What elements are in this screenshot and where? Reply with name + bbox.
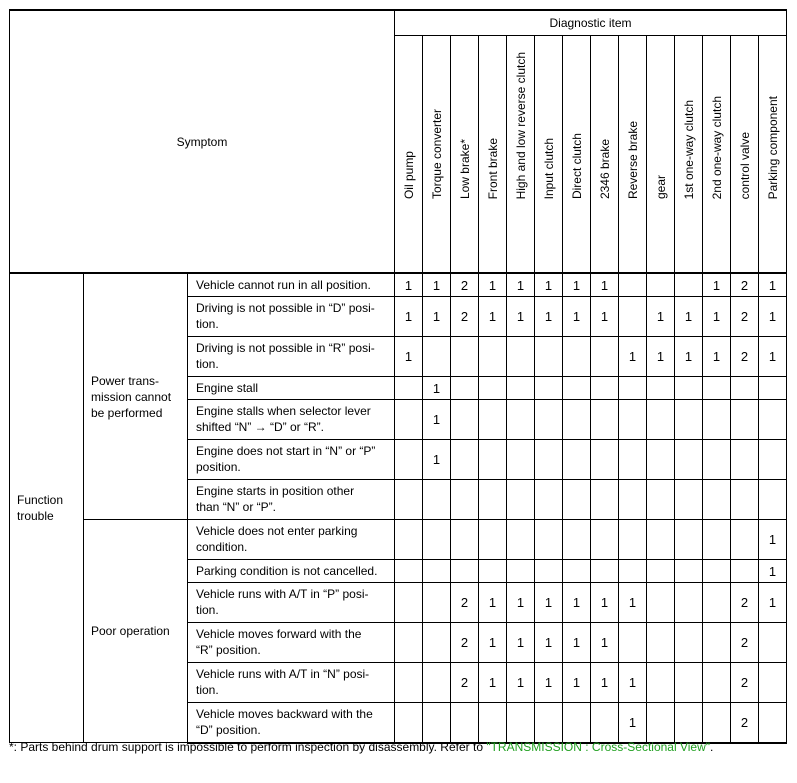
value-cell: [759, 440, 787, 480]
value-cell: [731, 480, 759, 520]
value-cell: [675, 583, 703, 623]
column-header-label: 1st one-way clutch: [681, 99, 696, 199]
value-cell: [647, 377, 675, 400]
value-cell: 1: [759, 337, 787, 377]
value-cell: 1: [591, 663, 619, 703]
value-cell: [591, 480, 619, 520]
value-cell: [563, 337, 591, 377]
value-cell: 1: [423, 440, 451, 480]
value-cell: 2: [451, 663, 479, 703]
value-cell: [703, 583, 731, 623]
value-cell: [395, 440, 423, 480]
value-cell: 1: [535, 273, 563, 297]
value-cell: 1: [563, 623, 591, 663]
group-cell: Power trans- mission cannot be performed: [84, 273, 188, 520]
value-cell: 1: [563, 297, 591, 337]
symptom-cell: Parking condition is not cancelled.: [188, 560, 395, 583]
value-cell: [703, 377, 731, 400]
value-cell: [395, 400, 423, 440]
value-cell: [675, 703, 703, 743]
column-header-label: 2nd one-way clutch: [709, 95, 724, 199]
value-cell: [675, 440, 703, 480]
value-cell: [451, 703, 479, 743]
value-cell: [703, 623, 731, 663]
value-cell: 1: [423, 297, 451, 337]
column-header: [563, 36, 591, 274]
value-cell: 1: [479, 297, 507, 337]
cross-sectional-view-link[interactable]: "TRANSMISSION : Cross-Sectional View": [486, 740, 711, 754]
footnote-end: .: [710, 740, 714, 754]
value-cell: 1: [647, 337, 675, 377]
value-cell: 1: [507, 623, 535, 663]
value-cell: 1: [591, 623, 619, 663]
column-header: [395, 36, 423, 274]
value-cell: [451, 560, 479, 583]
value-cell: [731, 400, 759, 440]
value-cell: [703, 400, 731, 440]
value-cell: 1: [759, 583, 787, 623]
value-cell: [423, 663, 451, 703]
symptom-cell: Engine stalls when selector lever shifted “N” → “D” or “R”.: [188, 400, 395, 440]
value-cell: [451, 440, 479, 480]
value-cell: 1: [563, 583, 591, 623]
symptom-cell: Driving is not possible in “D” posi- tion.: [188, 297, 395, 337]
column-header-label: Torque converter: [429, 108, 444, 199]
value-cell: [395, 663, 423, 703]
value-cell: [507, 703, 535, 743]
value-cell: [451, 400, 479, 440]
column-header-label: Low brake*: [457, 138, 472, 199]
value-cell: [507, 520, 535, 560]
value-cell: [591, 337, 619, 377]
value-cell: [759, 663, 787, 703]
value-cell: [675, 520, 703, 560]
value-cell: 1: [507, 583, 535, 623]
value-cell: [675, 273, 703, 297]
value-cell: [451, 377, 479, 400]
value-cell: [535, 520, 563, 560]
value-cell: 2: [451, 297, 479, 337]
value-cell: 1: [591, 273, 619, 297]
value-cell: [479, 703, 507, 743]
value-cell: [563, 400, 591, 440]
value-cell: 1: [535, 583, 563, 623]
value-cell: [703, 703, 731, 743]
symptom-cell: Engine stall: [188, 377, 395, 400]
value-cell: [535, 703, 563, 743]
value-cell: [479, 377, 507, 400]
value-cell: [423, 583, 451, 623]
column-header-label: gear: [653, 174, 668, 199]
value-cell: [395, 703, 423, 743]
value-cell: [395, 377, 423, 400]
value-cell: 2: [731, 583, 759, 623]
value-cell: [591, 703, 619, 743]
value-cell: 2: [731, 663, 759, 703]
value-cell: [423, 623, 451, 663]
value-cell: 1: [479, 663, 507, 703]
column-header: [703, 36, 731, 274]
value-cell: 1: [759, 520, 787, 560]
value-cell: [451, 337, 479, 377]
value-cell: [731, 560, 759, 583]
value-cell: [675, 623, 703, 663]
value-cell: 1: [423, 377, 451, 400]
value-cell: [675, 560, 703, 583]
value-cell: [647, 623, 675, 663]
value-cell: [619, 440, 647, 480]
value-cell: [647, 440, 675, 480]
value-cell: [619, 273, 647, 297]
value-cell: 2: [451, 583, 479, 623]
value-cell: [759, 703, 787, 743]
value-cell: 1: [703, 297, 731, 337]
symptom-header: Symptom: [10, 10, 395, 273]
value-cell: [647, 480, 675, 520]
value-cell: 1: [703, 337, 731, 377]
value-cell: [619, 623, 647, 663]
value-cell: 1: [619, 337, 647, 377]
diagnostic-item-header: Diagnostic item: [395, 10, 787, 36]
symptom-cell: Vehicle runs with A/T in “N” posi- tion.: [188, 663, 395, 703]
value-cell: 2: [731, 297, 759, 337]
table-row: [10, 273, 787, 297]
value-cell: 1: [507, 297, 535, 337]
value-cell: 1: [619, 663, 647, 703]
column-header: [647, 36, 675, 274]
value-cell: [619, 297, 647, 337]
value-cell: 1: [423, 400, 451, 440]
value-cell: [535, 480, 563, 520]
value-cell: [675, 400, 703, 440]
column-header-label: Front brake: [485, 137, 500, 199]
column-header: [731, 36, 759, 274]
column-header-label: 2346 brake: [597, 138, 612, 199]
column-header-label: Parking component: [765, 95, 780, 199]
value-cell: 1: [675, 297, 703, 337]
value-cell: [479, 480, 507, 520]
value-cell: [395, 520, 423, 560]
value-cell: [507, 400, 535, 440]
value-cell: 2: [731, 623, 759, 663]
value-cell: [479, 440, 507, 480]
value-cell: [759, 480, 787, 520]
value-cell: [619, 377, 647, 400]
value-cell: [535, 440, 563, 480]
value-cell: [703, 440, 731, 480]
value-cell: [423, 337, 451, 377]
value-cell: [395, 623, 423, 663]
column-header: [759, 36, 787, 274]
value-cell: [395, 583, 423, 623]
value-cell: [759, 377, 787, 400]
value-cell: [479, 560, 507, 583]
value-cell: 1: [619, 583, 647, 623]
value-cell: [647, 663, 675, 703]
value-cell: [647, 583, 675, 623]
value-cell: [395, 480, 423, 520]
value-cell: [703, 663, 731, 703]
value-cell: 1: [619, 703, 647, 743]
footnote: [9, 740, 713, 754]
value-cell: [759, 623, 787, 663]
value-cell: 1: [395, 337, 423, 377]
column-header: [591, 36, 619, 274]
diagnostic-table: [9, 9, 787, 744]
value-cell: 1: [675, 337, 703, 377]
value-cell: [423, 520, 451, 560]
value-cell: [507, 560, 535, 583]
value-cell: [507, 440, 535, 480]
value-cell: [703, 560, 731, 583]
value-cell: 1: [759, 297, 787, 337]
value-cell: [619, 480, 647, 520]
value-cell: 1: [535, 623, 563, 663]
value-cell: [675, 663, 703, 703]
group-cell: Poor operation: [84, 520, 188, 743]
value-cell: [619, 400, 647, 440]
value-cell: [563, 440, 591, 480]
value-cell: [535, 337, 563, 377]
symptom-cell: Vehicle runs with A/T in “P” posi- tion.: [188, 583, 395, 623]
footnote-text: *: Parts behind drum support is impossible to perform inspection by disassembly. Refer to: [9, 740, 487, 754]
value-cell: [563, 520, 591, 560]
value-cell: 1: [563, 273, 591, 297]
column-header: [451, 36, 479, 274]
symptom-cell: Vehicle moves forward with the “R” position.: [188, 623, 395, 663]
value-cell: [423, 703, 451, 743]
column-header-label: Direct clutch: [569, 132, 584, 199]
value-cell: [563, 560, 591, 583]
value-cell: [479, 400, 507, 440]
symptom-cell: Engine does not start in “N” or “P” position.: [188, 440, 395, 480]
value-cell: [563, 480, 591, 520]
value-cell: [647, 400, 675, 440]
value-cell: [507, 337, 535, 377]
value-cell: 1: [563, 663, 591, 703]
column-header: [423, 36, 451, 274]
value-cell: 2: [451, 623, 479, 663]
value-cell: 2: [731, 337, 759, 377]
value-cell: [647, 273, 675, 297]
value-cell: [451, 480, 479, 520]
column-header: [675, 36, 703, 274]
value-cell: [731, 520, 759, 560]
value-cell: [395, 560, 423, 583]
value-cell: 1: [395, 297, 423, 337]
value-cell: [507, 377, 535, 400]
column-header-label: Input clutch: [541, 137, 556, 199]
value-cell: 1: [591, 297, 619, 337]
value-cell: [731, 377, 759, 400]
symptom-cell: Driving is not possible in “R” posi- tion.: [188, 337, 395, 377]
value-cell: [591, 400, 619, 440]
value-cell: [647, 560, 675, 583]
value-cell: 1: [535, 663, 563, 703]
column-header-label: Reverse brake: [625, 120, 640, 199]
value-cell: [479, 337, 507, 377]
value-cell: 1: [591, 583, 619, 623]
table-row: [10, 520, 787, 560]
value-cell: [675, 480, 703, 520]
value-cell: 1: [507, 273, 535, 297]
value-cell: [647, 520, 675, 560]
value-cell: 1: [479, 623, 507, 663]
value-cell: 1: [479, 583, 507, 623]
value-cell: [451, 520, 479, 560]
value-cell: 1: [535, 297, 563, 337]
value-cell: [619, 520, 647, 560]
value-cell: [759, 400, 787, 440]
value-cell: [535, 377, 563, 400]
value-cell: 1: [507, 663, 535, 703]
value-cell: [507, 480, 535, 520]
value-cell: 1: [759, 560, 787, 583]
value-cell: 1: [395, 273, 423, 297]
value-cell: 2: [731, 703, 759, 743]
value-cell: 1: [647, 297, 675, 337]
value-cell: [479, 520, 507, 560]
column-header-label: Oil pump: [401, 150, 416, 199]
column-header: [619, 36, 647, 274]
value-cell: [731, 440, 759, 480]
value-cell: 2: [451, 273, 479, 297]
value-cell: [675, 377, 703, 400]
value-cell: [647, 703, 675, 743]
column-header-label: control valve: [737, 131, 752, 199]
value-cell: [591, 560, 619, 583]
category-cell: Function trouble: [10, 273, 84, 743]
value-cell: [423, 560, 451, 583]
value-cell: 1: [703, 273, 731, 297]
symptom-cell: Vehicle moves backward with the “D” position.: [188, 703, 395, 743]
value-cell: [591, 440, 619, 480]
value-cell: 1: [423, 273, 451, 297]
column-header: [479, 36, 507, 274]
value-cell: 1: [759, 273, 787, 297]
value-cell: 2: [731, 273, 759, 297]
value-cell: [619, 560, 647, 583]
value-cell: [563, 377, 591, 400]
symptom-cell: Vehicle cannot run in all position.: [188, 273, 395, 297]
value-cell: [563, 703, 591, 743]
value-cell: [591, 377, 619, 400]
column-header-label: High and low reverse clutch: [513, 51, 528, 199]
value-cell: [703, 520, 731, 560]
value-cell: 1: [479, 273, 507, 297]
value-cell: [423, 480, 451, 520]
value-cell: [591, 520, 619, 560]
value-cell: [703, 480, 731, 520]
column-header: [507, 36, 535, 274]
value-cell: [535, 400, 563, 440]
value-cell: [535, 560, 563, 583]
column-header: [535, 36, 563, 274]
symptom-cell: Engine starts in position other than “N” or “P”.: [188, 480, 395, 520]
symptom-cell: Vehicle does not enter parking condition.: [188, 520, 395, 560]
